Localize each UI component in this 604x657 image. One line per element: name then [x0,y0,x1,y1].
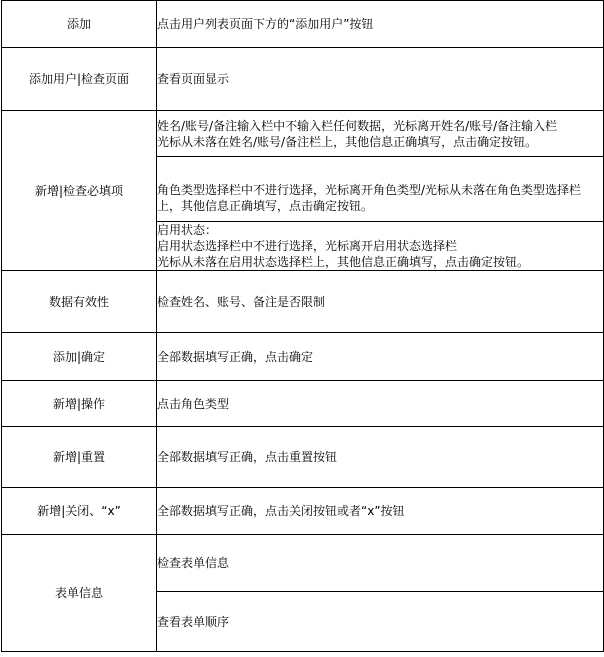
table-row [2,381,604,427]
table-row [2,333,604,381]
test-content-cell: 检查姓名、账号、备注是否限制 [157,271,604,333]
test-content-cell: 检查表单信息 [157,535,604,592]
test-item-cell: 新增|操作 [2,381,157,427]
table-row [2,427,604,488]
test-item-cell: 新增|检查必填项 [2,111,157,271]
test-item-cell: 数据有效性 [2,271,157,333]
test-content-cell: 角色类型选择栏中不进行选择，光标离开角色类型/光标从未落在角色类型选择栏上，其他信息正确填写，点击确定按钮。 [157,157,604,222]
test-content-cell: 启用状态： 启用状态选择栏中不进行选择，光标离开启用状态选择栏 光标从未落在启用状态选择栏上，其他信息正确填写，点击确定按钮。 [157,222,604,271]
table-row [2,535,604,592]
test-content-cell: 点击角色类型 [157,381,604,427]
test-content-cell: 查看表单顺序 [157,592,604,652]
test-content-cell: 点击用户列表页面下方的“添加用户”按钮 [157,1,604,48]
test-content-cell: 全部数据填写正确，点击重置按钮 [157,427,604,488]
test-item-cell: 表单信息 [2,535,157,652]
test-content-cell: 全部数据填写正确，点击关闭按钮或者“x”按钮 [157,488,604,535]
test-item-cell: 添加|确定 [2,333,157,381]
test-item-cell: 添加 [2,1,157,48]
test-content-cell: 全部数据填写正确，点击确定 [157,333,604,381]
test-item-cell: 添加用户|检查页面 [2,48,157,111]
table-row [2,48,604,111]
table-row [2,271,604,333]
test-case-table [1,0,604,652]
table-row [2,488,604,535]
test-item-cell: 新增|关闭、“x” [2,488,157,535]
test-item-cell: 新增|重置 [2,427,157,488]
test-content-cell: 姓名/账号/备注输入栏中不输入栏任何数据，光标离开姓名/账号/备注输入栏 光标从未落在姓名/账号/备注栏上，其他信息正确填写，点击确定按钮。 [157,111,604,157]
table-row [2,1,604,48]
table-row [2,111,604,157]
test-content-cell: 查看页面显示 [157,48,604,111]
